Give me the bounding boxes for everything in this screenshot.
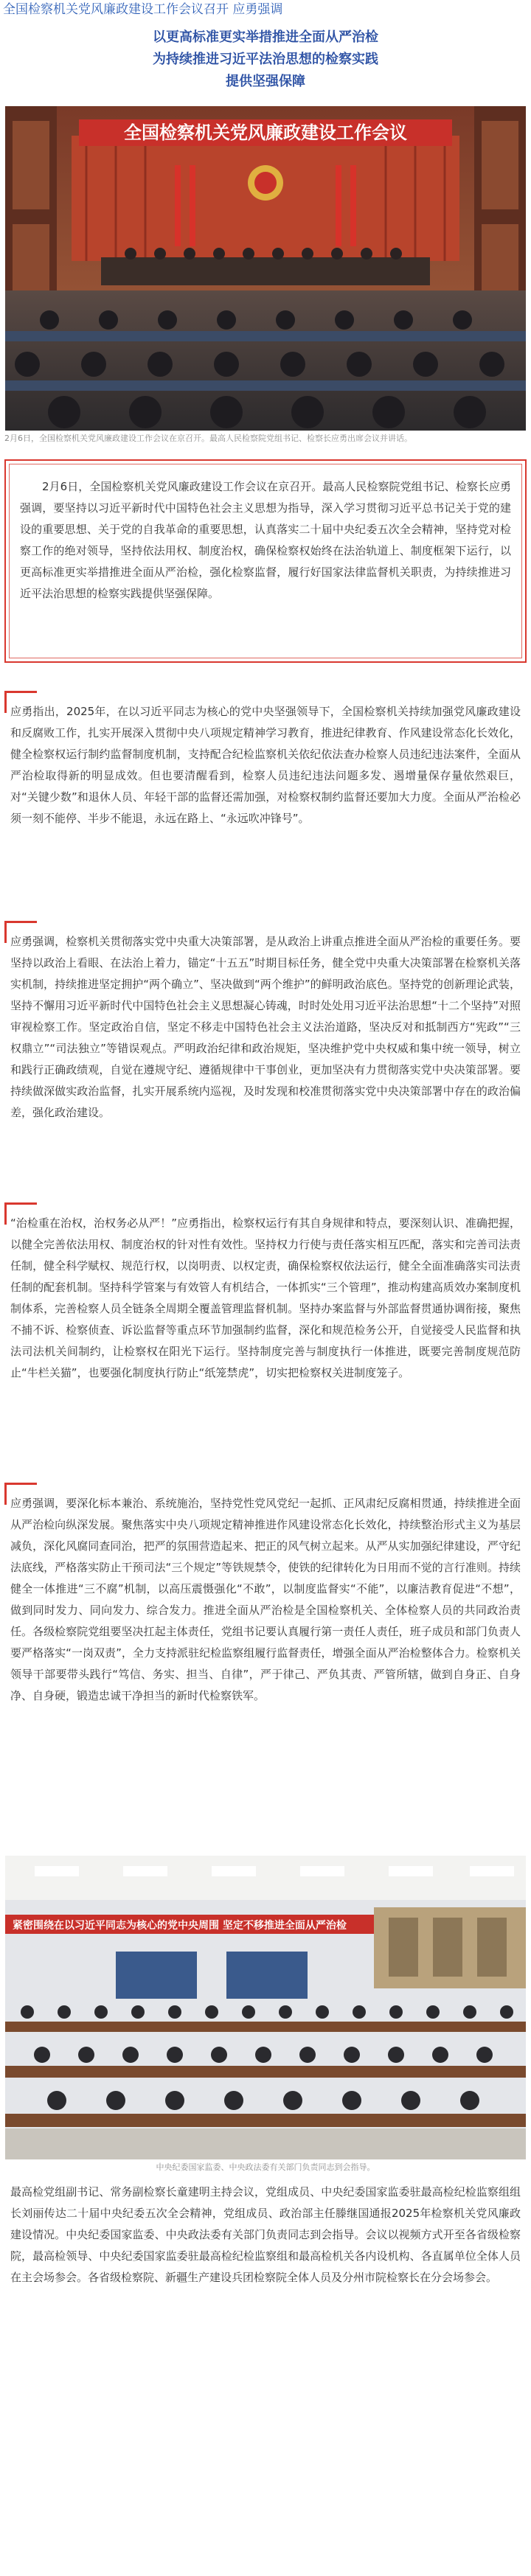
meeting-room-image <box>5 1856 526 2159</box>
body-paragraph: “治检重在治权，治权务必从严！”应勇指出，检察权运行有其自身规律和特点，要深刻认识、准确把握，以健全完善依法用权、制度治权的针对性有效性。坚持权力行使与责任落实相互匹配，落实和完善司法责任制，健全科学赋权、规范行权，以岗明责、以权定责，确保检察权依法运行，健全全面准确落实司法责任制的配套机制。坚持科学管案与有效管人有机结合，一体抓实“三个管理”，推动构建高质效办案制度机制体系，完善检察人员全链条全周期全覆盖管理监督机制。坚持办案监督与外部监督贯通协调衔接，聚焦不捕不诉、检察侦查、诉讼监督等重点环节加强制约监督，深化和规范检务公开，自觉接受人民监督和执法司法机关间制约，让检察权在阳光下运行。坚持制度完善与制度执行一体推进，既要完善制度规范防止“牛栏关猫”，也要强化制度执行防止“纸笼禁虎”，切实把检察权关进制度笼子。 <box>10 1216 521 1379</box>
title-line: 为持续推进习近平法治思想的检察实践 <box>153 52 378 67</box>
corner-accent <box>4 691 7 713</box>
body-paragraph: 应勇强调，要深化标本兼治、系统施治，坚持党性党风党纪一起抓、正风肃纪反腐相贯通，持续推进全面从严治检向纵深发展。聚焦落实中央八项规定精神推进作风建设常态化长效化，持续整治形式主义为基层减负，深化风腐同查同治，把严的氛围营造起来、把正的风气树立起来。从严从实加强纪律建设，严守纪法底线，严格落实防止干预司法“三个规定”等铁规禁令，使铁的纪律转化为日用而不觉的言行准则。持续健全一体推进“三不腐”机制，以高压震慑强化“不敢”，以制度监督实“不能”，以廉洁教育促进“不想”，做到同时发力、同向发力、综合发力。推进全面从严治检是全国检察机关、全体检察人员的共同政治责任。各级检察院党组要坚决扛起主体责任，党组书记要认真履行第一责任人责任，班子成员和部门负责人要严格落实“一岗双责”，全力支持派驻纪检监察组履行监督责任，增强全面从严治检整体合力。检察机关领导干部要带头践行“笃信、务实、担当、自律”，严于律己、严负其责、严管所辖，做到自身正、自身净、自身硬，锻造忠诚干净担当的新时代检察铁军。 <box>10 1497 521 1702</box>
photo-banner-text: 全国检察机关党风廉政建设工作会议 <box>124 122 407 143</box>
conference-hall-image <box>5 106 526 431</box>
closing-paragraph-block <box>4 2177 527 2302</box>
meeting-photo <box>5 1856 526 2159</box>
body-paragraph: 应勇强调，检察机关贯彻落实党中央重大决策部署，是从政治上讲重点推进全面从严治检的重要任务。要坚持以政治上看眼、在法治上着力，锚定“十五五”时期目标任务，健全党中央重大决策部署在检察机关落实机制，持续推进坚定拥护“两个确立”、坚决做到“两个维护”的鲜明政治底色。坚持党的创新理论武装，坚持不懈用习近平新时代中国特色社会主义思想凝心铸魂，时时处处用习近平法治思想“十二个坚持”对照审视检察工作。坚定政治自信，坚定不移走中国特色社会主义法治道路，坚决反对和抵制西方“宪政”“三权鼎立”“司法独立”等错误观点。严明政治纪律和政治规矩，坚决维护党中央权威和集中统一领导，树立和践行正确政绩观，自觉在遵规守纪、遵循规律中干事创业，更加坚决有力贯彻落实党中央决策部署。要持续做深做实政治监督，扎实开展系统内巡视，及时发现和校准贯彻落实党中央决策部署中存在的政治偏差，强化政治建设。 <box>10 935 521 1119</box>
lead-box-inner <box>9 464 522 658</box>
meeting-banner-text: 紧密围绕在以习近平同志为核心的党中央周围 坚定不移推进全面从严治检 <box>13 1920 347 1932</box>
corner-accent <box>4 921 7 943</box>
corner-accent <box>4 921 37 923</box>
photo-caption: 中央纪委国家监委、中央政法委有关部门负责同志到会指导。 <box>156 2162 375 2172</box>
corner-accent <box>4 691 37 693</box>
corner-accent <box>4 1202 37 1205</box>
conference-photo <box>5 106 526 431</box>
title-line: 提供坚强保障 <box>226 74 305 89</box>
title-line: 以更高标准更实举措推进全面从严治检 <box>153 29 378 45</box>
body-paragraph-block <box>4 691 527 905</box>
corner-accent <box>4 1202 7 1225</box>
photo-caption: 2月6日，全国检察机关党风廉政建设工作会议在京召开。最高人民检察院党组书记、检察长应勇出席会议并讲话。 <box>4 434 412 443</box>
lead-paragraph: 2月6日，全国检察机关党风廉政建设工作会议在京召开。最高人民检察院党组书记、检察长应勇强调，要坚持以习近平新时代中国特色社会主义思想为指导，深入学习贯彻习近平总书记关于党的建设的重要思想、关于党的自我革命的重要思想，认真落实二十届中央纪委五次全会精神，坚持党对检察工作的绝对领导，坚持依法用权、制度治权，确保检察权始终在法治轨道上、制度框架下运行，以更高标准更实举措推进全面从严治检，强化检察监督，履行好国家法律监督机关职责，为持续推进习近平法治思想的检察实践提供坚强保障。 <box>20 480 511 600</box>
article-title <box>0 19 531 105</box>
body-paragraph-block <box>4 1483 527 1841</box>
lead-box <box>4 459 527 663</box>
body-paragraph: 应勇指出，2025年，在以习近平同志为核心的党中央坚强领导下，全国检察机关持续加强党风廉政建设和反腐败工作，扎实开展深入贯彻中央八项规定精神学习教育，推进纪律教育、作风建设常态化长效化，健全检察权运行制约监督制度机制，支持配合纪检监察机关依纪依法查办检察人员违纪违法案件，全面从严治检取得新的明显成效。但也要清醒看到，检察人员违纪违法问题多发、遏增量保存量依然艰巨，对“关键少数”和退休人员、年轻干部的监督还需加强，对检察权制约监督还要加大力度。全面从严治检必须一刻不能停、半步不能退，永远在路上、“永远吹冲锋号”。 <box>10 705 521 825</box>
closing-paragraph: 最高检党组副书记、常务副检察长童建明主持会议，党组成员、中央纪委国家监委驻最高检纪检监察组组长刘丽传达二十届中央纪委五次全会精神，党组成员、政治部主任滕继国通报2025年检察机关党风廉政建设情况。中央纪委国家监委、中央政法委有关部门负责同志到会指导。会议以视频方式开至各省级检察院，最高检领导、中央纪委国家监委驻最高检纪检监察组和最高检机关各内设机构、各直属单位全体人员在主会场参会。各省级检察院、新疆生产建设兵团检察院全体人员及分州市院检察长在分会场参会。 <box>10 2185 521 2284</box>
corner-accent <box>4 1483 37 1485</box>
body-paragraph-block <box>4 921 527 1183</box>
article-header: 全国检察机关党风廉政建设工作会议召开 应勇强调 <box>3 2 283 17</box>
body-paragraph-block <box>4 1202 527 1461</box>
corner-accent <box>4 1483 7 1505</box>
